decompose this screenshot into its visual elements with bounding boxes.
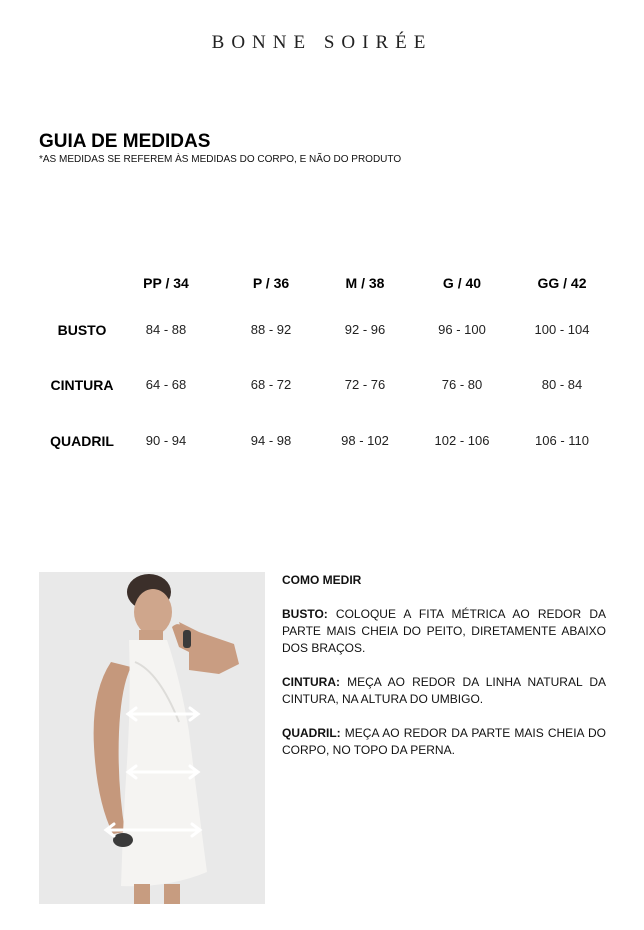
header-cell: G / 40 — [442, 275, 482, 291]
table-cell: 90 - 94 — [145, 433, 187, 448]
table-cell: 64 - 68 — [145, 377, 187, 392]
instruction-cintura — [282, 674, 606, 708]
table-cell: 98 - 102 — [341, 433, 389, 448]
table-cell: 68 - 72 — [250, 377, 292, 392]
table-row — [38, 433, 618, 463]
page-subtitle: *AS MEDIDAS SE REFEREM ÀS MEDIDAS DO CORPO, E NÃO DO PRODUTO — [39, 154, 402, 165]
instruction-text: MEÇA AO REDOR DA LINHA NATURAL DA CINTURA, NA ALTURA DO UMBIGO. — [282, 675, 606, 706]
header-cell: M / 38 — [345, 275, 385, 291]
table-cell: 106 - 110 — [535, 433, 589, 448]
table-row — [38, 377, 618, 407]
model-illustration — [39, 572, 265, 904]
model-photo — [39, 572, 265, 904]
size-table — [38, 275, 618, 449]
brand-logo: BONNE SOIRÉE — [211, 32, 433, 53]
table-row — [38, 322, 618, 352]
instruction-label: CINTURA: — [282, 675, 340, 689]
table-cell: 94 - 98 — [250, 433, 292, 448]
instruction-label: QUADRIL: — [282, 726, 341, 740]
how-title: COMO MEDIR — [282, 573, 362, 587]
page-title: GUIA DE MEDIDAS — [39, 131, 211, 152]
table-cell: 100 - 104 — [534, 322, 590, 337]
table-cell: 84 - 88 — [145, 322, 187, 337]
table-cell: 96 - 100 — [438, 322, 486, 337]
table-cell: 102 - 106 — [434, 433, 490, 448]
table-header-row — [38, 275, 618, 305]
table-cell: 88 - 92 — [250, 322, 292, 337]
table-cell: 92 - 96 — [344, 322, 386, 337]
table-cell: 76 - 80 — [441, 377, 483, 392]
instruction-text: MEÇA AO REDOR DA PARTE MAIS CHEIA DO CORPO, NO TOPO DA PERNA. — [282, 726, 606, 757]
header-cell: PP / 34 — [143, 275, 189, 291]
row-label: BUSTO — [57, 322, 107, 338]
row-label: CINTURA — [50, 377, 114, 393]
table-cell: 72 - 76 — [344, 377, 386, 392]
instruction-text: COLOQUE A FITA MÉTRICA AO REDOR DA PARTE MAIS CHEIA DO PEITO, DIRETAMENTE ABAIXO DOS BRAÇOS. — [282, 607, 606, 655]
instruction-quadril — [282, 725, 606, 759]
header-cell: GG / 42 — [537, 275, 587, 291]
header-cell: P / 36 — [252, 275, 290, 291]
instruction-label: BUSTO: — [282, 607, 328, 621]
how-to-measure — [282, 572, 606, 776]
table-cell: 80 - 84 — [541, 377, 583, 392]
row-label: QUADRIL — [50, 433, 114, 449]
instruction-busto — [282, 606, 606, 657]
